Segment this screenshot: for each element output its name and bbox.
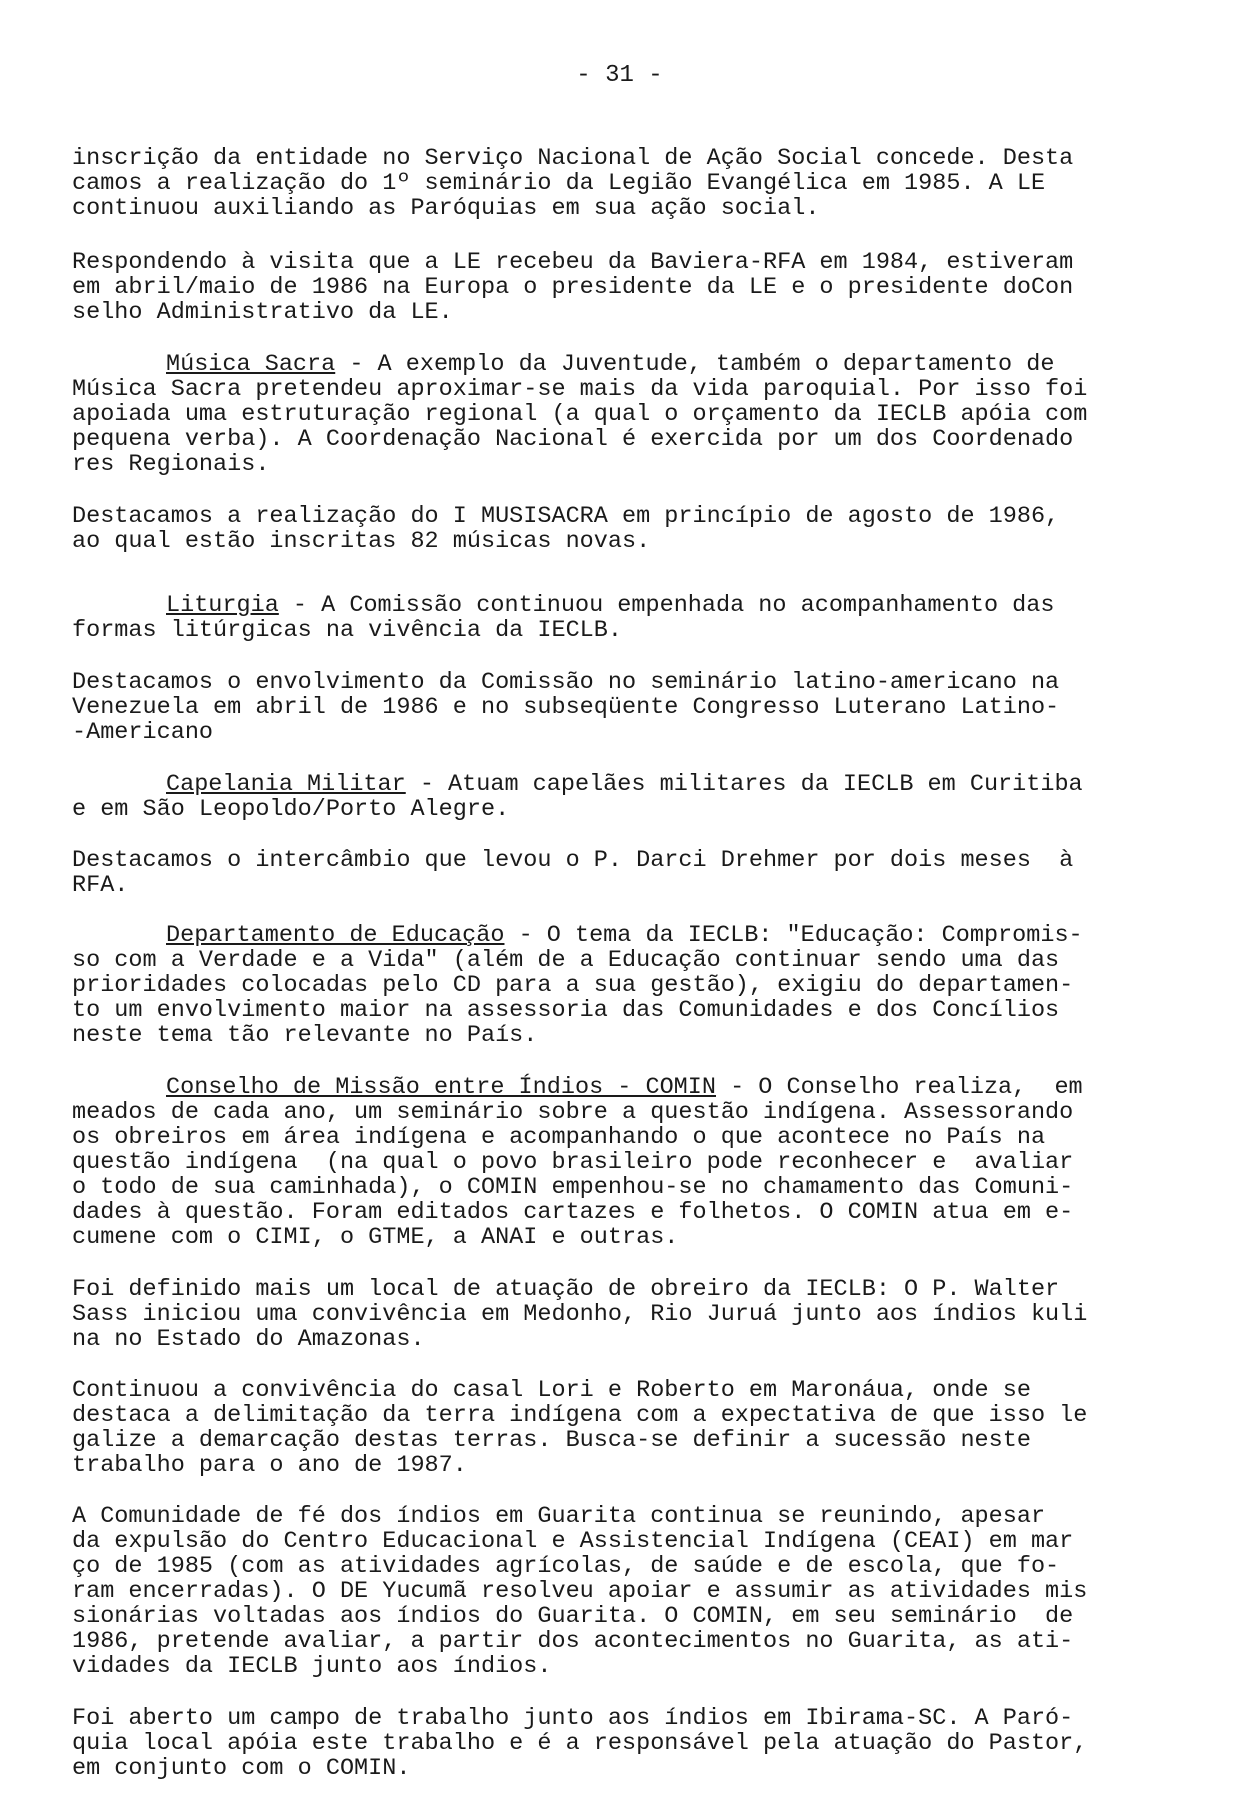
text-line: inscrição da entidade no Serviço Nacional de Ação Social concede. Desta xyxy=(72,145,1074,172)
section-musica-sacra xyxy=(72,352,1182,477)
text-line: Capelania Militar - Atuam capelães militares da IECLB em Curitiba xyxy=(166,771,1083,798)
text-line: Foi aberto um campo de trabalho junto aos índios em Ibirama-SC. A Paró- xyxy=(72,1705,1074,1732)
text-line: Departamento de Educação - O tema da IECLB: "Educação: Compromis- xyxy=(166,922,1083,949)
text-line: Música Sacra pretendeu aproximar-se mais da vida paroquial. Por isso foi xyxy=(72,376,1088,403)
paragraph-visita-baviera xyxy=(72,250,1182,325)
text-line: continuou auxiliando as Paróquias em sua ação social. xyxy=(72,195,820,222)
text-line: 1986, pretende avaliar, a partir dos acontecimentos no Guarita, as ati- xyxy=(72,1628,1074,1655)
text-line: Destacamos o envolvimento da Comissão no seminário latino-americano na xyxy=(72,669,1060,696)
text-line: os obreiros em área indígena e acompanhando o que acontece no País na xyxy=(72,1124,1046,1151)
section-liturgia xyxy=(72,593,1182,643)
text-line: da expulsão do Centro Educacional e Assistencial Indígena (CEAI) em mar xyxy=(72,1528,1074,1555)
text-line: galize a demarcação destas terras. Busca-se definir a sucessão neste xyxy=(72,1427,1031,1454)
text-line: Conselho de Missão entre Índios - COMIN - O Conselho realiza, em xyxy=(166,1074,1083,1101)
text-line: na no Estado do Amazonas. xyxy=(72,1326,425,1353)
paragraph-guarita xyxy=(72,1504,1182,1679)
text-line: ram encerradas). O DE Yucumã resolveu apoiar e assumir as atividades mis xyxy=(72,1578,1088,1605)
section-departamento-educacao xyxy=(72,923,1182,1048)
paragraph-legiao-evangelica xyxy=(72,146,1182,221)
paragraph-seminario-latino xyxy=(72,670,1182,745)
section-capelania-militar xyxy=(72,772,1182,822)
text-line: e em São Leopoldo/Porto Alegre. xyxy=(72,796,510,823)
text-line: questão indígena (na qual o povo brasileiro pode reconhecer e avaliar xyxy=(72,1149,1074,1176)
page-number: - 31 - xyxy=(576,62,663,89)
paragraph-ibirama xyxy=(72,1706,1182,1781)
text-line: Destacamos a realização do I MUSISACRA em princípio de agosto de 1986, xyxy=(72,503,1060,530)
text-line: formas litúrgicas na vivência da IECLB. xyxy=(72,617,622,644)
section-heading-liturgia: Liturgia xyxy=(166,592,279,619)
text-line: Música Sacra - A exemplo da Juventude, também o departamento de xyxy=(166,351,1055,378)
text-line: camos a realização do 1º seminário da Legião Evangélica em 1985. A LE xyxy=(72,170,1046,197)
text-line: Foi definido mais um local de atuação de obreiro da IECLB: O P. Walter xyxy=(72,1276,1060,1303)
text-line: meados de cada ano, um seminário sobre a questão indígena. Assessorando xyxy=(72,1099,1074,1126)
paragraph-intercambio xyxy=(72,848,1182,898)
section-heading-comin: Conselho de Missão entre Índios - COMIN xyxy=(166,1074,716,1101)
text-line: -Americano xyxy=(72,719,214,746)
text-line: dades à questão. Foram editados cartazes e folhetos. O COMIN atua em e- xyxy=(72,1199,1074,1226)
text-line: selho Administrativo da LE. xyxy=(72,299,453,326)
text-line: o todo de sua caminhada), o COMIN empenhou-se no chamamento das Comuni- xyxy=(72,1174,1074,1201)
paragraph-maronaua xyxy=(72,1378,1182,1478)
text-line: res Regionais. xyxy=(72,451,270,478)
text-line: trabalho para o ano de 1987. xyxy=(72,1452,467,1479)
text-line: cumene com o CIMI, o GTME, a ANAI e outras. xyxy=(72,1224,679,1251)
section-heading-musica-sacra: Música Sacra xyxy=(166,351,336,378)
section-heading-educacao: Departamento de Educação xyxy=(166,922,505,949)
text-line: quia local apóia este trabalho e é a responsável pela atuação do Pastor, xyxy=(72,1730,1088,1757)
text-line: A Comunidade de fé dos índios em Guarita continua se reunindo, apesar xyxy=(72,1503,1046,1530)
text-line: Liturgia - A Comissão continuou empenhada no acompanhamento das xyxy=(166,592,1055,619)
text-line: destaca a delimitação da terra indígena com a expectativa de que isso le xyxy=(72,1402,1088,1429)
text-line: Respondendo à visita que a LE recebeu da Baviera-RFA em 1984, estiveram xyxy=(72,249,1074,276)
paragraph-musisacra xyxy=(72,504,1182,554)
text-line: to um envolvimento maior na assessoria das Comunidades e dos Concílios xyxy=(72,997,1060,1024)
text-line: Continuou a convivência do casal Lori e Roberto em Maronáua, onde se xyxy=(72,1377,1031,1404)
section-comin xyxy=(72,1075,1182,1250)
text-line: em conjunto com o COMIN. xyxy=(72,1755,411,1782)
text-line: sionárias voltadas aos índios do Guarita. O COMIN, em seu seminário de xyxy=(72,1603,1074,1630)
text-line: ao qual estão inscritas 82 músicas novas. xyxy=(72,528,651,555)
text-line: pequena verba). A Coordenação Nacional é exercida por um dos Coordenado xyxy=(72,426,1074,453)
text-line: em abril/maio de 1986 na Europa o presidente da LE e o presidente doCon xyxy=(72,274,1074,301)
section-heading-capelania-militar: Capelania Militar xyxy=(166,771,406,798)
text-line: apoiada uma estruturação regional (a qual o orçamento da IECLB apóia com xyxy=(72,401,1088,428)
paragraph-medonho xyxy=(72,1277,1182,1352)
text-line: RFA. xyxy=(72,872,129,899)
text-line: ço de 1985 (com as atividades agrícolas, de saúde e de escola, que fo- xyxy=(72,1553,1060,1580)
text-line: vidades da IECLB junto aos índios. xyxy=(72,1653,552,1680)
text-line: so com a Verdade e a Vida" (além de a Educação continuar sendo uma das xyxy=(72,947,1060,974)
text-line: prioridades colocadas pelo CD para a sua gestão), exigiu do departamen- xyxy=(72,972,1074,999)
text-line: Venezuela em abril de 1986 e no subseqüente Congresso Luterano Latino- xyxy=(72,694,1060,721)
text-line: neste tema tão relevante no País. xyxy=(72,1022,538,1049)
text-line: Sass iniciou uma convivência em Medonho, Rio Juruá junto aos índios kuli xyxy=(72,1301,1088,1328)
text-line: Destacamos o intercâmbio que levou o P. Darci Drehmer por dois meses à xyxy=(72,847,1074,874)
